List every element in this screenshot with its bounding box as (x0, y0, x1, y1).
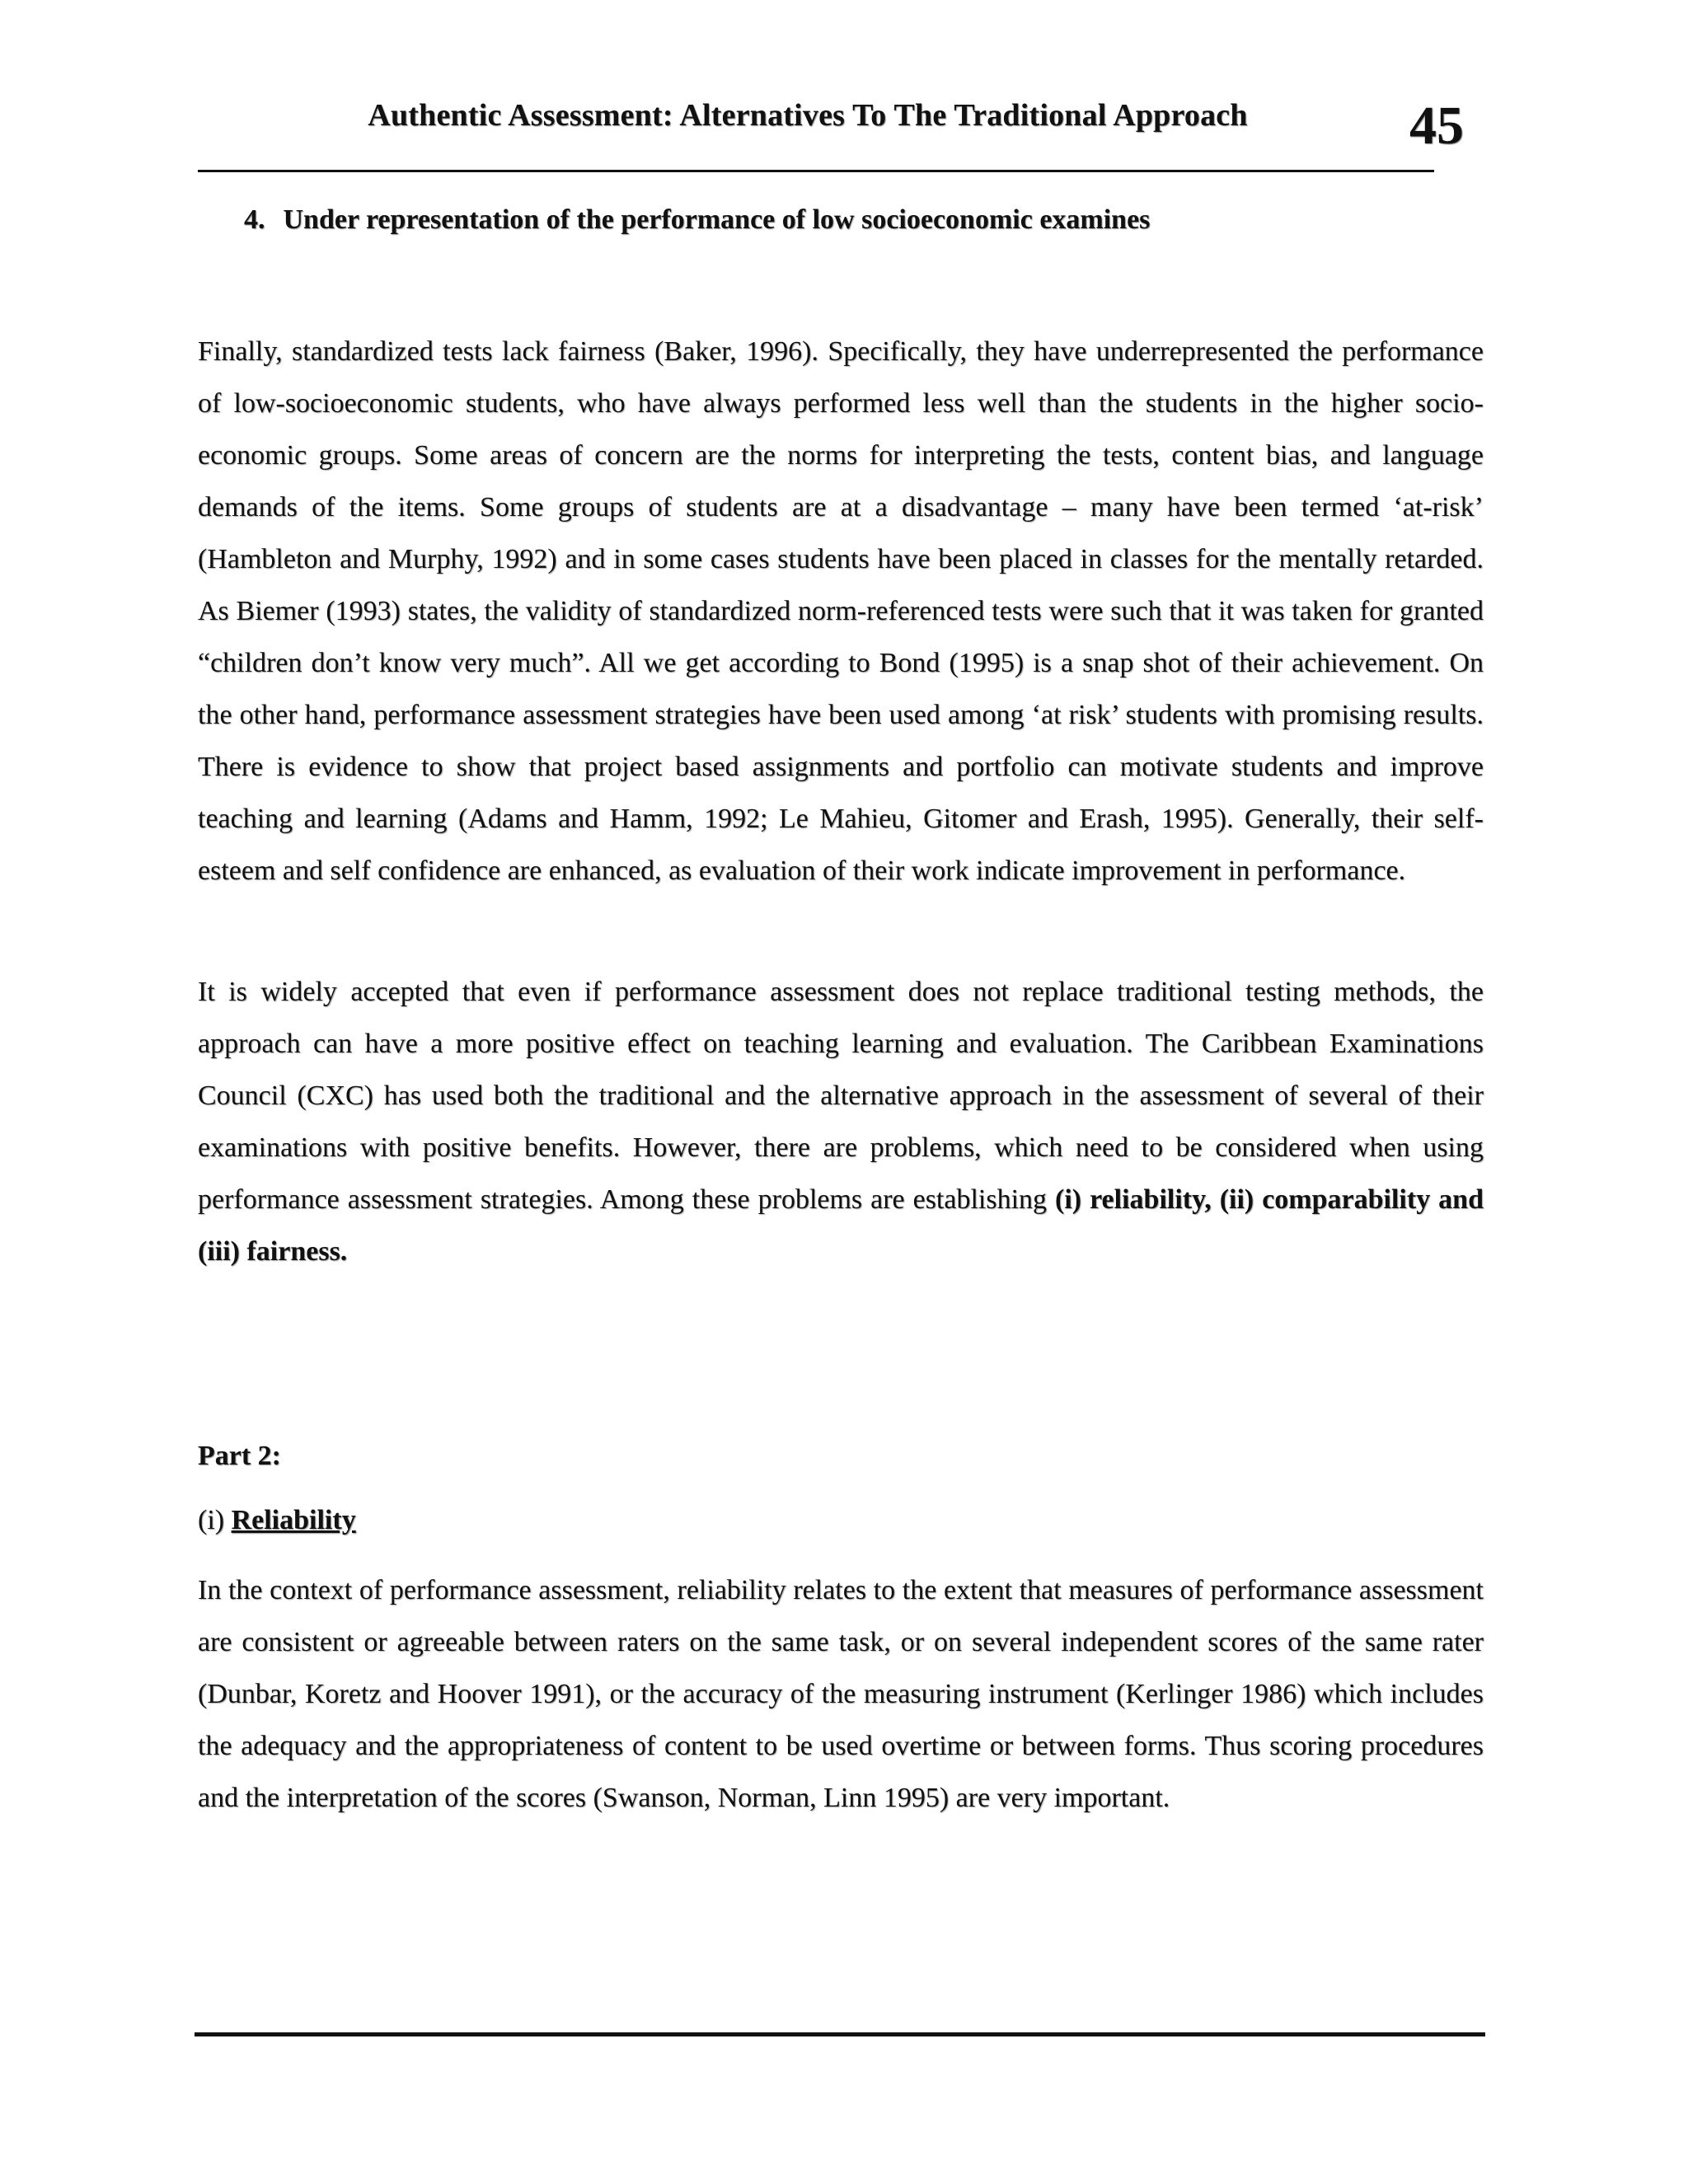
part-heading: Part 2: (198, 1441, 282, 1471)
paragraph-performance-assessment (198, 966, 1484, 1277)
reliability-title: Reliability (231, 1505, 356, 1535)
problems-list-bold: (i) reliability, (ii) comparability and (iii) fairness. (198, 1184, 1484, 1267)
reliability-heading (198, 1505, 356, 1536)
section-number: 4. (244, 204, 265, 235)
section-heading (244, 204, 1150, 236)
page-number: 45 (1409, 96, 1464, 156)
paragraph-reliability: In the context of performance assessment, reliability relates to the extent that measures of performance assessment are consistent or agreeable between raters on the same task, or on several independent scores of the same rater (Dunbar, Koretz and Hoover 1991), or the accuracy of the measuring instrument (Kerlinger 1986) which includes the adequacy and the appropriateness of content to be used overtime or between forms. Thus scoring procedures and the interpretation of the scores (Swanson, Norman, Linn 1995) are very important. (198, 1575, 1484, 1813)
footer-rule (195, 2032, 1485, 2036)
section-title: Under representation of the performance of low socioeconomic examines (283, 204, 1151, 235)
paragraph-text: It is widely accepted that even if performance assessment does not replace traditional testing methods, the approach can have a more positive effect on teaching learning and evaluation. The Caribbean Examinations Council (CXC) has used both the traditional and the alternative approach in the assessment of several of their examinations with positive benefits. However, there are problems, which need to be considered when using performance assessment strategies. Among these problems are establishing (198, 977, 1484, 1215)
paragraph-fairness: Finally, standardized tests lack fairness (Baker, 1996). Specifically, they have underrepresented the performance of low-socioeconomic students, who have always performed less well than the students in the higher socio-economic groups. Some areas of concern are the norms for interpreting the tests, content bias, and language demands of the items. Some groups of students are at a disadvantage – many have been termed ‘at-risk’ (Hambleton and Murphy, 1992) and in some cases students have been placed in classes for the mentally retarded. As Biemer (1993) states, the validity of standardized norm-referenced tests were such that it was taken for granted “children don’t know very much”. All we get according to Bond (1995) is a snap shot of their achievement. On the other hand, performance assessment strategies have been used among ‘at risk’ students with promising results. There is evidence to show that project based assignments and portfolio can motivate students and improve teaching and learning (Adams and Hamm, 1992; Le Mahieu, Gitomer and Erash, 1995). Generally, their self-esteem and self confidence are enhanced, as evaluation of their work indicate improvement in performance. (198, 336, 1484, 886)
header-rule (198, 170, 1434, 172)
running-header: Authentic Assessment: Alternatives To The Traditional Approach (368, 98, 1248, 133)
reliability-prefix: (i) (198, 1505, 225, 1535)
